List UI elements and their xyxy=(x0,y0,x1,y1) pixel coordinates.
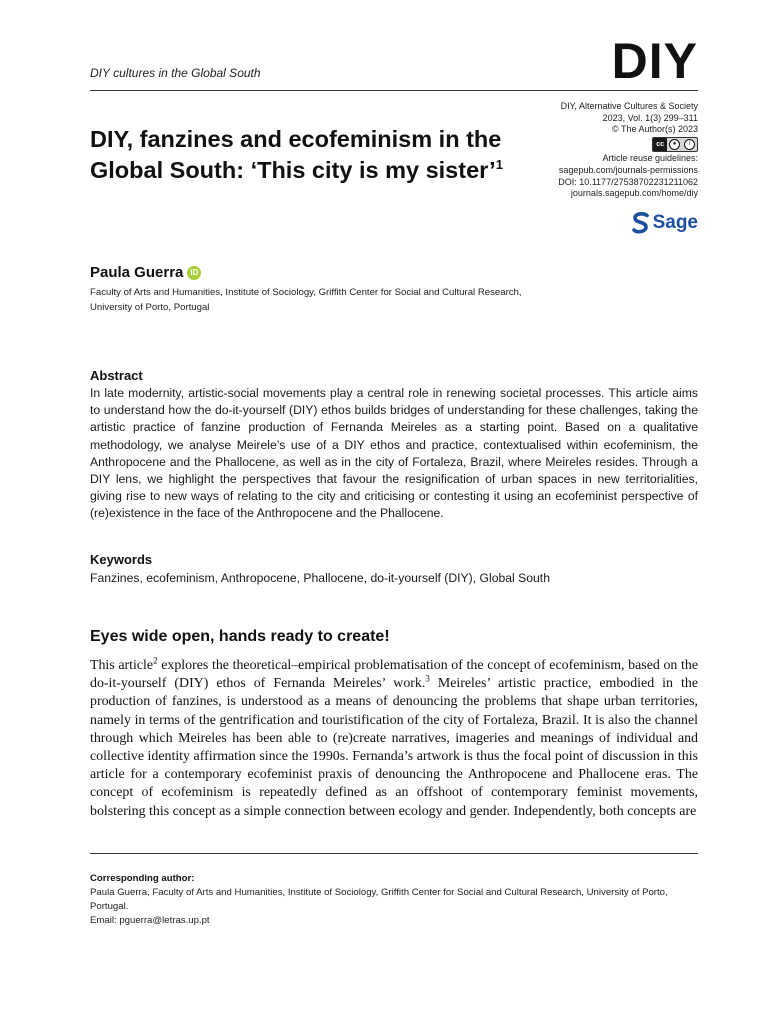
abstract-text: In late modernity, artistic-social movements play a central role in renewing societal processes. This article aims to understand how the do-it-yourself (DIY) ethos builds bridges of understanding for these challenges, taking the artistic practice of fanzine production of Fernanda Meireles as a starting point. Based on a qualitative methodology, we analyse Meirele’s use of a DIY ethos and practice, contextualised within ecofeminism, the Anthropocene and the Phallocene, as well as in the city of Fortaleza, Brazil, where Meireles resides. Through a DIY lens, we highlight the perspectives that favour the resignification of urban spaces in new territorialities, giving rise to new ways of relating to the city and criticising or contesting it using an ecofeminist perspective of (re)existence in the face of the Anthropocene and the Phallocene. xyxy=(90,386,698,521)
reuse-guidelines-label: Article reuse guidelines: xyxy=(602,153,698,164)
journal-volume: 2023, Vol. 1(3) 299–311 xyxy=(602,112,698,123)
journal-name: DIY, Alternative Cultures & Society xyxy=(560,101,698,111)
copyright-notice: © The Author(s) 2023 xyxy=(611,124,698,135)
body-text-part-1: This article xyxy=(90,658,154,673)
corresponding-author-email[interactable]: Email: pguerra@letras.up.pt xyxy=(90,915,210,926)
article-title xyxy=(90,124,510,186)
journal-homepage-link[interactable]: journals.sagepub.com/home/diy xyxy=(570,188,698,199)
body-text-part-3: Meireles’ artistic practice, embodied in the production of fanzines, is understood as a means of denouncing the problems that shape urban territories, namely in terms of the gentrification and touristification of the city of Fortaleza, Brazil. It is also the channel through which Meireles has been able to (re)create narratives, imageries and meanings of individual and collective identity affirmation since the 1990s. Fernanda’s artwork is thus the focal point of discussion in this article for a contemporary ecofeminist praxis of denouncing the Anthropocene and Phallocene eras. The concept of ecofeminism is repeatedly defined as an offshoot of contemporary feminist movements, bolstering this concept as a simple connection between ecology and gender. Independently, both concepts are xyxy=(90,676,698,819)
corresponding-author-heading: Corresponding author: xyxy=(90,873,195,884)
permissions-link[interactable]: sagepub.com/journals-permissions xyxy=(558,164,698,175)
body-paragraph xyxy=(90,657,698,821)
title-text: DIY, fanzines and ecofeminism in the Global South: ‘This city is my sister’ xyxy=(90,126,502,183)
running-head: DIY cultures in the Global South xyxy=(90,66,261,80)
author-name[interactable]: Paula Guerra xyxy=(90,264,184,281)
corresponding-author-text: Paula Guerra, Faculty of Arts and Humanities, Institute of Sociology, Griffith Center for Social and Cultural Research, University of Porto, Portugal. xyxy=(90,887,668,912)
abstract-heading: Abstract xyxy=(90,368,143,383)
keywords-heading: Keywords xyxy=(90,552,153,567)
author-affiliation: Faculty of Arts and Humanities, Institute of Sociology, Griffith Center for Social and Cultural Research, University of Porto, Portugal xyxy=(90,287,522,313)
journal-logo: DIY xyxy=(611,33,698,89)
author-line xyxy=(90,264,201,281)
keywords-text: Fanzines, ecofeminism, Anthropocene, Phallocene, do-it-yourself (DIY), Global South xyxy=(90,571,550,585)
footer-divider xyxy=(90,853,698,854)
sage-s-icon xyxy=(631,211,650,235)
body-text-part-2: explores the theoretical–empirical problematisation of the concept of ecofeminism, based on the do-it-yourself (DIY) ethos of Fernanda Meireles’ work. xyxy=(90,658,699,692)
footnote-marker-2[interactable]: 2 xyxy=(153,655,158,666)
sage-wordmark: Sage xyxy=(652,212,698,233)
creative-commons-badge-icon[interactable] xyxy=(652,137,698,152)
footnote-marker-3[interactable]: 3 xyxy=(425,673,430,684)
corresponding-author-details xyxy=(90,886,702,928)
orcid-icon[interactable]: iD xyxy=(187,266,201,280)
doi-link[interactable]: DOI: 10.1177/27538702231211062 xyxy=(558,176,698,187)
header-divider xyxy=(90,90,698,91)
journal-info xyxy=(448,101,698,200)
cc-by-icon: ● xyxy=(669,139,680,150)
cc-label: cc xyxy=(653,138,667,151)
sage-publisher-logo[interactable] xyxy=(631,211,698,235)
title-footnote-marker[interactable]: 1 xyxy=(495,157,503,173)
cc-info-icon: i xyxy=(684,139,695,150)
section-heading: Eyes wide open, hands ready to create! xyxy=(90,628,390,645)
